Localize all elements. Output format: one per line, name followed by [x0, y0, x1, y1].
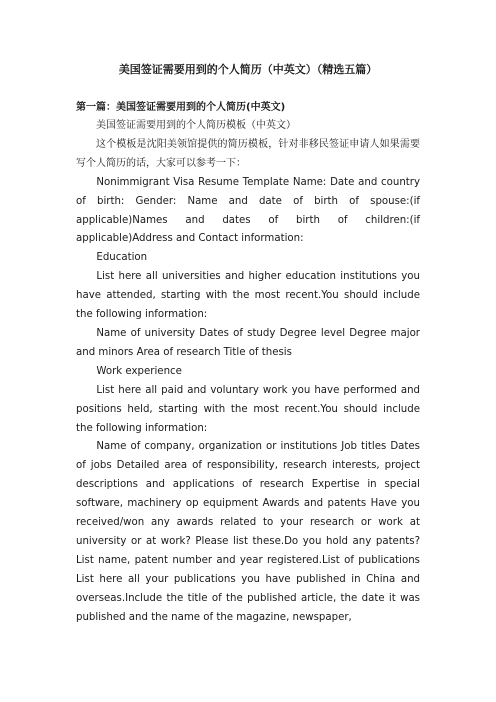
paragraph: List here all paid and voluntary work you have performed and positions held, starting with the most recent.You should include the following information:	[76, 384, 420, 434]
paragraph: Name of university Dates of study Degree level Degree major and minors Area of research Title of thesis	[76, 327, 420, 358]
paragraph: Nonimmigrant Visa Resume Template Name: Date and country of birth: Gender: Name and date of birth of spouse:(if applicable)Names and dates of birth of children:(if applicable)Address and Contact information:	[76, 176, 420, 245]
paragraph: Name of company, organization or institutions Job titles Dates of jobs Detailed area of responsibility, research interests, project descriptions and applications of research Expertise in special software, machinery op equipment Awards and patents Have you received/won any awards related to your research or work at university or at work? Please list these.Do you hold any patents? List name, patent number and year registered.List of publications List here all your publications you have published in China and overseas.Include the title of the published article, the date it was published and the name of the magazine, newspaper,	[76, 441, 420, 623]
paragraph-heading-work-experience: Work experience	[96, 365, 182, 377]
section-title: 第一篇：美国签证需要用到的个人简历(中英文)	[76, 102, 286, 113]
paragraph-heading-education: Education	[96, 252, 148, 264]
paragraph: 这个模板是沈阳美领馆提供的简历模板，针对非移民签证申请人如果需要写个人简历的话，大家可以参考一下：	[76, 138, 420, 169]
paragraph: 美国签证需要用到的个人简历模板（中英文）	[96, 120, 296, 131]
paragraph: List here all universities and higher education institutions you have attended, starting with the most recent.You should include the following information:	[76, 271, 420, 321]
document-title: 美国签证需要用到的个人简历（中英文）（精选五篇）	[118, 63, 378, 76]
